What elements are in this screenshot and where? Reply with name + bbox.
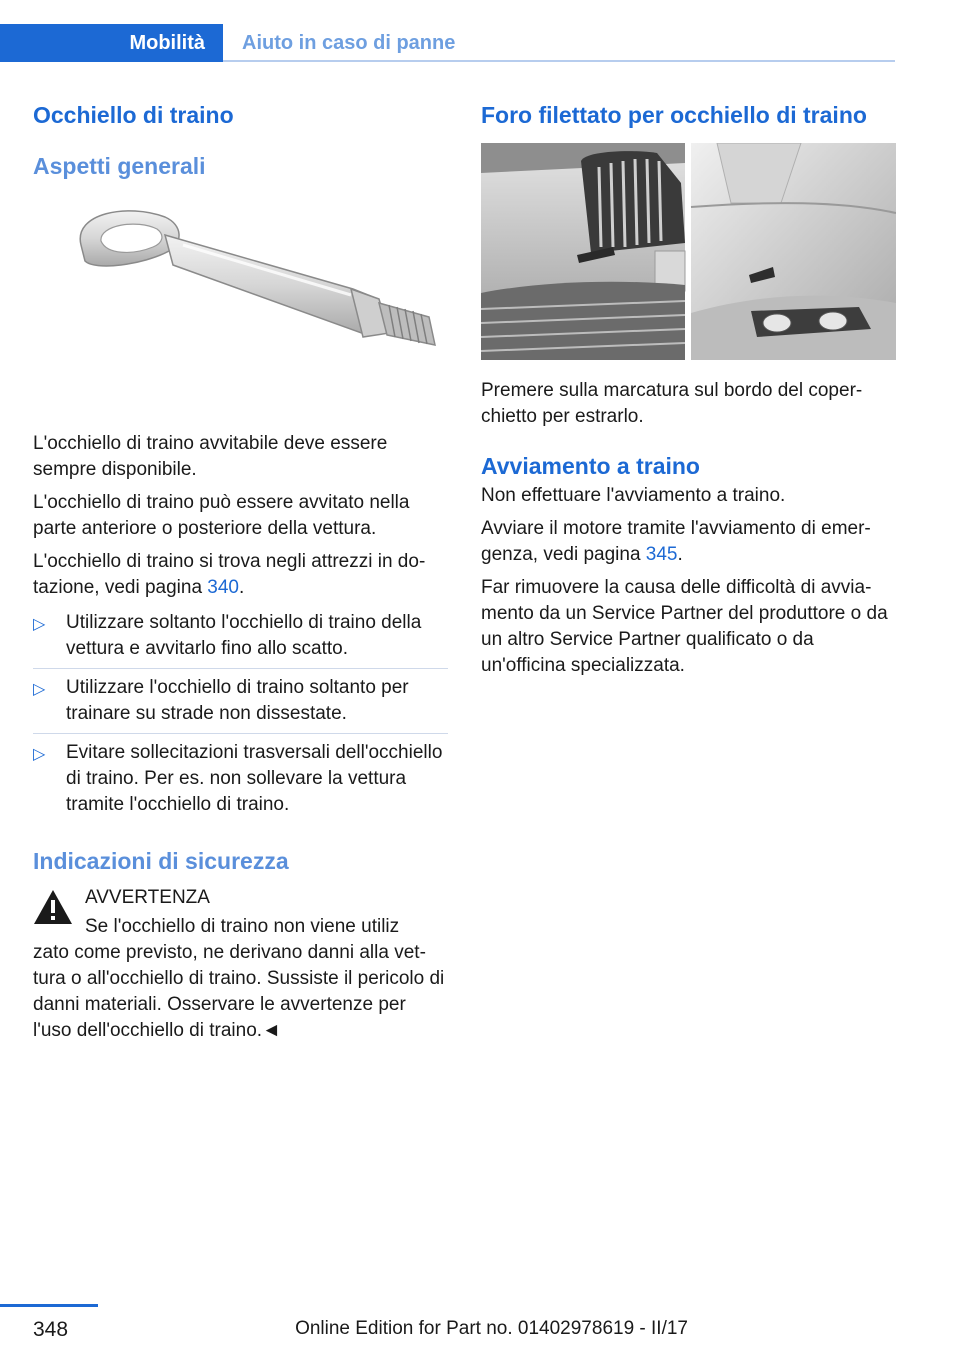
tab-mobilita[interactable]: Mobilità (0, 24, 223, 62)
tab-aiuto-in-caso-di-panne[interactable]: Aiuto in caso di panne (223, 24, 895, 62)
heading-occhiello-di-traino: Occhiello di traino (33, 102, 234, 128)
right-column (481, 100, 896, 686)
warning-title: AVVERTENZA (85, 887, 210, 908)
triangle-bullet-icon: ▷ (33, 616, 46, 633)
warning-triangle-icon (33, 889, 73, 925)
paragraph-location-text: L'occhiello di traino si trova negli attrezzi in dotazione, vedi pagina (33, 551, 426, 598)
paragraph-press-marking: Premere sulla marcatura sul bordo del coperchietto per estrarlo. (481, 380, 863, 427)
paragraph-emergency-start-text: Avviare il motore tramite l'avviamento di emergenza, vedi pagina (481, 518, 871, 565)
list-item (33, 668, 448, 733)
tow-eye-drawing (33, 185, 448, 425)
left-column (33, 100, 448, 1044)
footer-accent-line (0, 1304, 98, 1307)
paragraph-always-available: L'occhiello di traino avvitabile deve essere sempre disponibile. (33, 433, 388, 480)
page-link-340[interactable]: 340 (207, 577, 239, 598)
paragraph-front-or-rear: L'occhiello di traino può essere avvitato nella parte anteriore o posteriore della vettura. (33, 492, 410, 539)
usage-bullet-list (33, 604, 448, 824)
list-item (33, 733, 448, 824)
warning-text: zato come previsto, ne derivano danni alla vettura o all'occhiello di traino. Sussiste il pericolo di danni materiali. Osservare le avvertenze per l'uso dell'occhiello di traino.◄ (33, 942, 445, 1041)
paragraph-location-end: . (239, 577, 245, 598)
triangle-bullet-icon: ▷ (33, 681, 46, 698)
page-link-345[interactable]: 345 (645, 544, 678, 565)
page-number: 348 (33, 1318, 69, 1341)
bumper-photos (481, 143, 896, 360)
subheading-avviamento-a-traino: Avviamento a traino (481, 453, 700, 479)
paragraph-emergency-start-end: . (677, 544, 683, 565)
triangle-bullet-icon: ▷ (33, 746, 46, 763)
page-header (0, 24, 895, 62)
front-and-rear-bumper-image (481, 143, 896, 360)
paragraph-emergency-start (481, 516, 896, 568)
paragraph-service-partner: Far rimuovere la causa delle difficoltà di avviamento da un Service Partner del produttore o da un altro Service Partner qualificato o da un'officina specializzata. (481, 577, 888, 676)
paragraph-no-tow-start: Non effettuare l'avviamento a traino. (481, 485, 786, 506)
edition-info: Online Edition for Part no. 01402978619 - II/17 (295, 1318, 688, 1339)
paragraph-location (33, 549, 448, 601)
subheading-aspetti-generali: Aspetti generali (33, 153, 206, 179)
list-item (33, 604, 448, 668)
tow-eye-illustration (33, 185, 448, 425)
warning-text-first-line: Se l'occhiello di traino non viene utiliz (85, 916, 400, 937)
list-item-text: Utilizzare l'occhiello di traino soltanto per trainare su strade non dissestate. (66, 677, 409, 724)
list-item-text: Evitare sollecitazioni trasversali dell'occhiello di traino. Per es. non sollevare la vettura tramite l'occhiello di traino. (66, 742, 443, 815)
warning-block (33, 885, 448, 1044)
subheading-indicazioni-di-sicurezza: Indicazioni di sicurezza (33, 848, 289, 874)
list-item-text: Utilizzare soltanto l'occhiello di traino della vettura e avvitarlo fino allo scatto. (66, 612, 422, 659)
heading-foro-filettato: Foro filettato per occhiello di traino (481, 102, 867, 128)
